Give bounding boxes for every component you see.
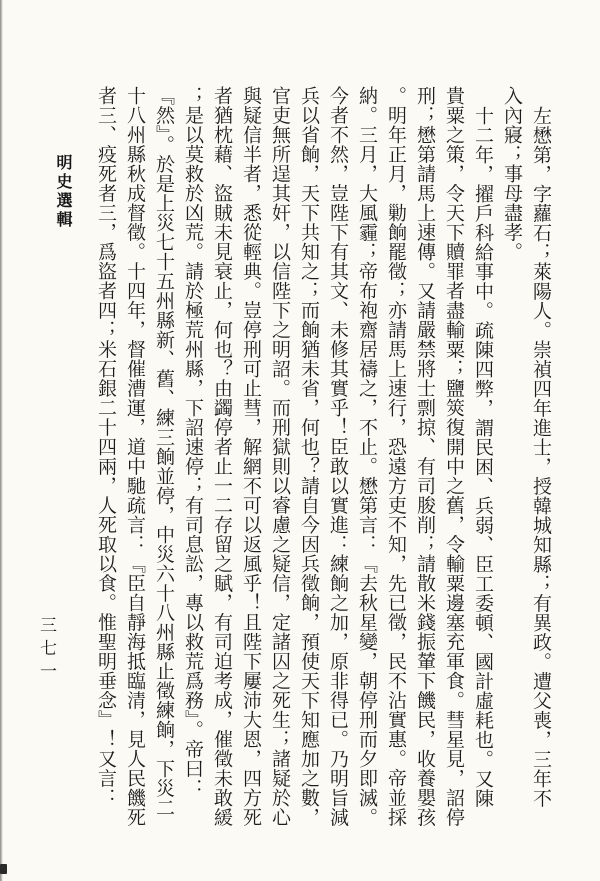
text-column: 納。三月，大風霾；帝布袍齋居禱之，不止。懋第言：『去秋星變，朝停刑而夕即滅。 — [356, 86, 377, 827]
text-column: 。明年正月，勦餉罷徵；亦請馬上速行，恐遠方吏不知，先已徵，民不沾實惠。帝並採 — [385, 86, 406, 827]
text-column: 者猶枕藉、盜賊未見衰止，何也？由蠲停者止一二存留之賦，有司迫考成，催徵未敢緩 — [211, 86, 232, 827]
text-column: 今者不然，豈陛下有其文、未修其實乎！臣敢以實進：練餉之加，原非得已。乃明旨減 — [327, 86, 348, 827]
text-column: 與疑信半者，悉從輕典。豈停刑可止彗，解網不可以返風乎！且陛下屢沛大恩，四方死 — [240, 86, 261, 827]
text-column: 者三、疫死者三，爲盜者四；米石銀二十四兩，人死取以食。惟聖明垂念』！又言： — [95, 86, 116, 808]
text-column: 十八州縣秋成督徵。十四年，督催漕運，道中馳疏言：『臣自靜海抵臨清，見人民饑死 — [124, 86, 145, 827]
text-column: 貴粟之策，令天下贖罪者盡輸粟；鹽筴復開中之舊，令輸粟邊塞充軍食。彗星見，詔停 — [443, 86, 464, 827]
text-column: 兵以省餉，天下共知之；而餉猶未省，何也？請自今因兵徵餉，預使天下知應加之數， — [298, 86, 319, 827]
text-column: 十二年，擢戶科給事中。疏陳四弊，謂民困、兵弱、臣工委頓、國計虛耗也。又陳 — [472, 106, 493, 808]
scan-edge-artifact — [0, 0, 3, 881]
scan-speck-artifact — [0, 864, 7, 874]
text-column: 刑；懋第請馬上速傳。又請嚴禁將士剽掠、有司朘削；請散米錢振輦下饑民，收養嬰孩 — [414, 86, 435, 827]
text-column: ；是以莫救於凶荒。請於極荒州縣，下詔速停；有司息訟，專以救荒爲務』。帝曰： — [182, 86, 203, 798]
body-text — [91, 86, 555, 856]
book-title-margin-label: 明史選輯 — [54, 154, 71, 230]
text-column: 官吏無所逞其奸，以信陛下之明詔。而刑獄則以睿慮之疑信，定諸囚之死生；諸疑於心 — [269, 86, 290, 827]
text-column: 入內寢；事母盡孝。 — [501, 86, 522, 262]
text-column: 『然』。於是上災七十五州縣新、舊、練三餉並停，中災六十八州縣止徵練餉，下災二 — [153, 86, 174, 818]
text-column: 左懋第，字蘿石；萊陽人。崇禎四年進士，授韓城知縣；有異政。遭父喪，三年不 — [530, 106, 551, 808]
page-number: 三七一 — [37, 616, 56, 685]
